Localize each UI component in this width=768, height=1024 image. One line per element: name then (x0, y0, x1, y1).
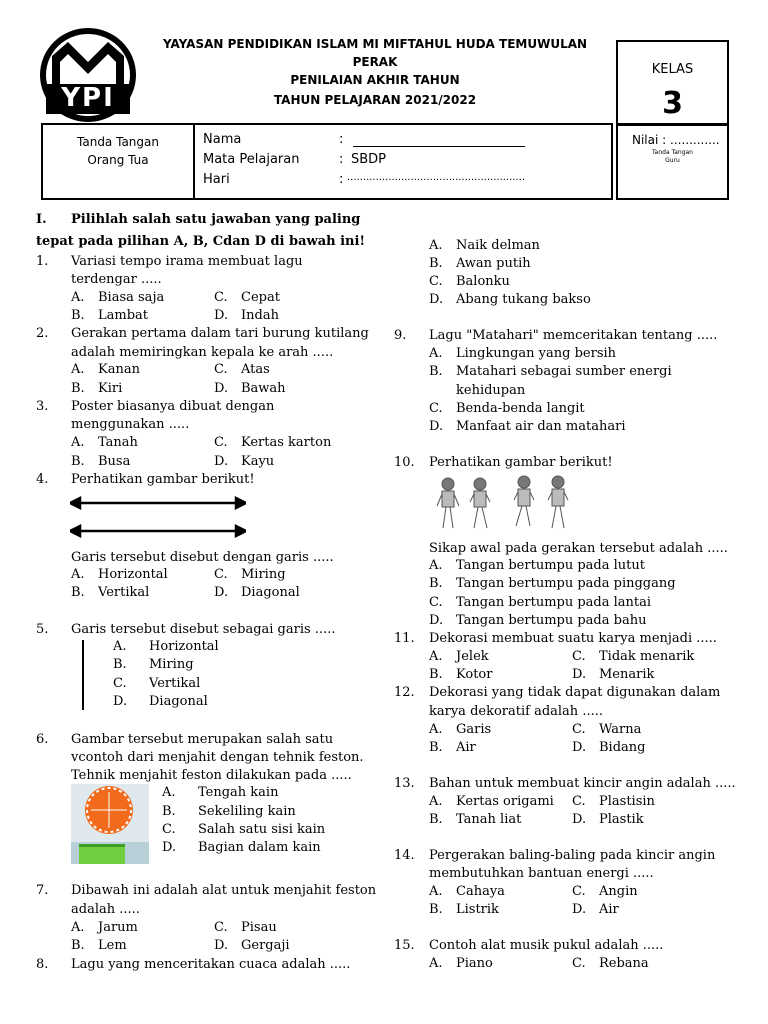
q6-option-c[interactable]: C. Salah satu sisi kain (162, 822, 326, 837)
q1-option-b[interactable]: B. Lambat (71, 308, 149, 323)
q5-text: Garis tersebut disebut sebagai garis ..... (71, 622, 336, 637)
q8-option-d[interactable]: D. Abang tukang bakso (429, 292, 591, 307)
q12-number: 12. (394, 685, 415, 700)
parent-signature-label: Tanda Tangan Orang Tua (77, 135, 159, 167)
q4-question: Garis tersebut disebut dengan garis ..... (71, 550, 334, 565)
q11-option-b[interactable]: B. Kotor (429, 667, 493, 682)
q14-option-a[interactable]: A. Cahaya (429, 884, 505, 899)
q3-option-b[interactable]: B. Busa (71, 454, 131, 469)
q9-option-b[interactable]: B. Matahari sebagai sumber energi (429, 364, 672, 379)
teacher-signature-label: Tanda Tangan Guru (652, 149, 693, 164)
q3-text: Poster biasanya dibuat dengan (71, 399, 275, 414)
q6-option-d[interactable]: D. Bagian dalam kain (162, 840, 321, 855)
q2-option-a[interactable]: A. Kanan (71, 362, 140, 377)
field-subject-value: SBDP (351, 152, 387, 167)
q3-option-d[interactable]: D. Kayu (214, 454, 275, 469)
q9-option-a[interactable]: A. Lingkungan yang bersih (429, 346, 617, 361)
header-line-2: PERAK (352, 55, 398, 69)
q15-number: 15. (394, 938, 415, 953)
q11-option-a[interactable]: A. Jelek (429, 649, 489, 664)
q10-number: 10. (394, 455, 415, 470)
q9-option-d[interactable]: D. Manfaat air dan matahari (429, 419, 626, 434)
q6-text: Gambar tersebut merupakan salah satu (71, 732, 334, 747)
q13-option-c[interactable]: C. Plastisin (572, 794, 655, 809)
feston-image (71, 784, 149, 864)
q11-option-d[interactable]: D. Menarik (572, 667, 655, 682)
q2-number: 2. (36, 326, 49, 341)
q13-option-b[interactable]: B. Tanah liat (429, 812, 522, 827)
q5-number: 5. (36, 622, 49, 637)
q8-number: 8. (36, 957, 49, 972)
q10-option-b[interactable]: B. Tangan bertumpu pada pinggang (429, 576, 676, 591)
q5-option-a[interactable]: A. Horizontal (113, 639, 219, 654)
q7-option-c[interactable]: C. Pisau (214, 920, 277, 935)
logo-text: YPI (61, 83, 115, 113)
instruction-line-2: tepat pada pilihan A, B, Cdan D di bawah ini! (36, 234, 366, 249)
q13-number: 13. (394, 776, 415, 791)
q7-option-a[interactable]: A. Jarum (71, 920, 138, 935)
q7-text: Dibawah ini adalah alat untuk menjahit feston (71, 883, 377, 898)
q7-option-b[interactable]: B. Lem (71, 938, 127, 953)
q2-option-c[interactable]: C. Atas (214, 362, 270, 377)
q6-option-b[interactable]: B. Sekeliling kain (162, 804, 296, 819)
q14-option-d[interactable]: D. Air (572, 902, 619, 917)
field-day-value[interactable]: ........................................................ (347, 172, 526, 183)
q1-option-a[interactable]: A. Biasa saja (71, 290, 165, 305)
q8-option-c[interactable]: C. Balonku (429, 274, 510, 289)
q10-text: Perhatikan gambar berikut! (429, 455, 613, 470)
header-line-4: TAHUN PELAJARAN 2021/2022 (273, 93, 477, 107)
score-label: Nilai : ............. (632, 133, 720, 147)
school-logo (38, 26, 138, 124)
q14-option-c[interactable]: C. Angin (572, 884, 638, 899)
q3-number: 3. (36, 399, 49, 414)
q4-number: 4. (36, 472, 49, 487)
q7-option-d[interactable]: D. Gergaji (214, 938, 290, 953)
q2-text: Gerakan pertama dalam tari burung kutilang (71, 326, 369, 341)
q15-text: Contoh alat musik pukul adalah ..... (429, 938, 664, 953)
field-day-label: Hari (203, 172, 230, 187)
q5-option-b[interactable]: B. Miring (113, 657, 194, 672)
q4-option-c[interactable]: C. Miring (214, 567, 286, 582)
horizontal-arrow-lines (70, 494, 246, 540)
vertical-line-figure (82, 640, 84, 710)
q13-text: Bahan untuk membuat kincir angin adalah ..... (429, 776, 736, 791)
q4-text: Perhatikan gambar berikut! (71, 472, 255, 487)
q1-option-c[interactable]: C. Cepat (214, 290, 280, 305)
header-line-1: YAYASAN PENDIDIKAN ISLAM MI MIFTAHUL HUDA TEMUWULAN (162, 37, 588, 51)
q10-question: Sikap awal pada gerakan tersebut adalah ..... (429, 541, 728, 556)
q10-option-a[interactable]: A. Tangan bertumpu pada lutut (429, 558, 645, 573)
instruction-roman: I. (36, 212, 47, 227)
q11-option-c[interactable]: C. Tidak menarik (572, 649, 695, 664)
q3-option-a[interactable]: A. Tanah (71, 435, 138, 450)
q8-option-a[interactable]: A. Naik delman (429, 238, 540, 253)
q4-option-a[interactable]: A. Horizontal (71, 567, 168, 582)
q12-option-d[interactable]: D. Bidang (572, 740, 646, 755)
q6-number: 6. (36, 732, 49, 747)
dance-movement-image (430, 470, 578, 534)
q1-option-d[interactable]: D. Indah (214, 308, 279, 323)
q13-option-d[interactable]: D. Plastik (572, 812, 644, 827)
q12-option-c[interactable]: C. Warna (572, 722, 642, 737)
field-name-label: Nama (203, 132, 242, 147)
q4-option-b[interactable]: B. Vertikal (71, 585, 150, 600)
q1-text: Variasi tempo irama membuat lagu (71, 254, 303, 269)
q14-text: Pergerakan baling-baling pada kincir angin (429, 848, 716, 863)
student-info-box: Tanda Tangan Orang Tua Nama : Mata Pelajaran : SBDP Hari : ........................................................ (41, 123, 613, 200)
q15-option-c[interactable]: C. Rebana (572, 956, 649, 971)
q10-option-c[interactable]: C. Tangan bertumpu pada lantai (429, 595, 652, 610)
q12-text: Dekorasi yang tidak dapat digunakan dalam (429, 685, 721, 700)
q12-option-b[interactable]: B. Air (429, 740, 476, 755)
q9-number: 9. (394, 328, 407, 343)
q14-number: 14. (394, 848, 415, 863)
kelas-label: KELAS (651, 62, 694, 77)
kelas-value: 3 (662, 86, 683, 121)
q9-text: Lagu "Matahari" memceritakan tentang ..... (429, 328, 718, 343)
score-box (616, 123, 729, 200)
instruction-line-1: Pilihlah salah satu jawaban yang paling (71, 212, 361, 227)
q6-option-a[interactable]: A. Tengah kain (162, 785, 279, 800)
q9-option-c[interactable]: C. Benda-benda langit (429, 401, 585, 416)
name-input-line[interactable] (353, 146, 525, 147)
q10-option-d[interactable]: D. Tangan bertumpu pada bahu (429, 613, 647, 628)
q11-text: Dekorasi membuat suatu karya menjadi ..... (429, 631, 717, 646)
q8-text: Lagu yang menceritakan cuaca adalah ..... (71, 957, 351, 972)
q8-option-b[interactable]: B. Awan putih (429, 256, 531, 271)
q13-option-a[interactable]: A. Kertas origami (429, 794, 554, 809)
field-subject-label: Mata Pelajaran (203, 152, 300, 167)
kelas-box (616, 40, 729, 126)
q3-option-c[interactable]: C. Kertas karton (214, 435, 332, 450)
q14-option-b[interactable]: B. Listrik (429, 902, 499, 917)
q2-option-b[interactable]: B. Kiri (71, 381, 123, 396)
header-line-3: PENILAIAN AKHIR TAHUN (290, 73, 460, 87)
q1-number: 1. (36, 254, 49, 269)
q15-option-a[interactable]: A. Piano (429, 956, 493, 971)
q4-option-d[interactable]: D. Diagonal (214, 585, 300, 600)
q2-option-d[interactable]: D. Bawah (214, 381, 286, 396)
q5-option-c[interactable]: C. Vertikal (113, 676, 201, 691)
q7-number: 7. (36, 883, 49, 898)
q12-option-a[interactable]: A. Garis (429, 722, 492, 737)
q11-number: 11. (394, 631, 415, 646)
q5-option-d[interactable]: D. Diagonal (113, 694, 208, 709)
